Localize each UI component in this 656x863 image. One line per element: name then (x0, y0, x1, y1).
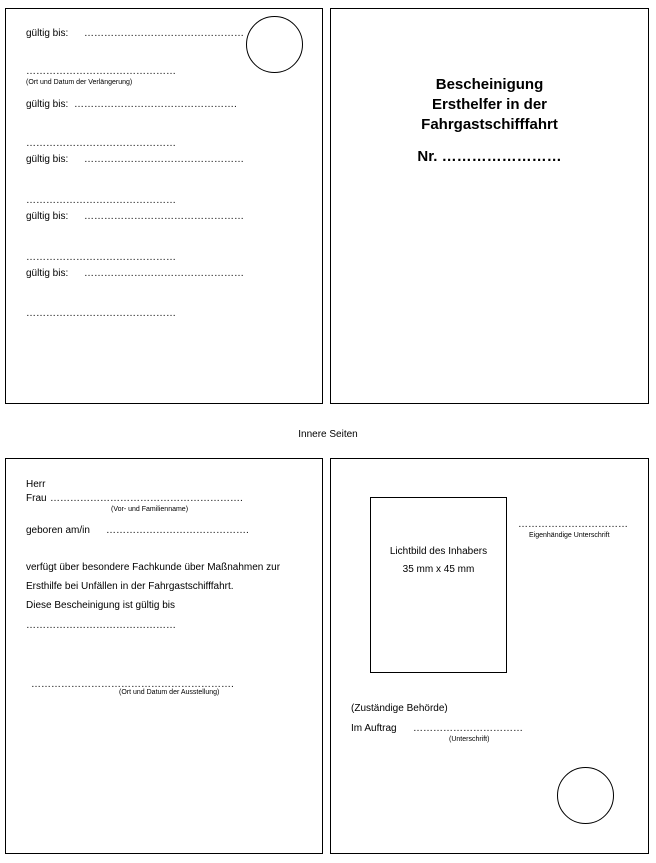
holder-signature-caption: Eigenhändige Unterschrift (529, 532, 610, 539)
birth-label: geboren am/in (26, 525, 90, 536)
valid-until-label-2: gültig bis: (26, 99, 69, 110)
salutation-herr: Herr (26, 479, 46, 490)
inner-left-page (5, 458, 323, 854)
place-date-dots-3: ……………………………………… (26, 195, 176, 206)
statement-line-2: Ersthilfe bei Unfällen in der Fahrgastschifffahrt. (26, 581, 234, 592)
statement-line-3: Diese Bescheinigung ist gültig bis (26, 600, 175, 611)
issue-place-date-caption: (Ort und Datum der Ausstellung) (119, 689, 220, 696)
outer-right-page (330, 8, 649, 404)
statement-line-1: verfügt über besondere Fachkunde über Maßnahmen zur (26, 562, 281, 573)
photo-size: 35 mm x 45 mm (402, 564, 475, 575)
outer-left-page (5, 8, 323, 404)
photo-label: Lichtbild des Inhabers (389, 546, 488, 557)
inner-pages-label: Innere Seiten (298, 429, 358, 440)
valid-until-dots-4: ………………………………………… (84, 211, 244, 222)
document-title-line3: Fahrgastschifffahrt (421, 116, 558, 133)
valid-until-label-1: gültig bis: (26, 28, 69, 39)
valid-until-dots-1: ………………………………………… (84, 28, 244, 39)
stamp-circle (246, 16, 303, 73)
valid-until-dots: ……………………………………… (26, 620, 176, 631)
valid-until-dots-3: ………………………………………… (84, 154, 244, 165)
photo-box (370, 497, 507, 673)
official-signature-caption: (Unterschrift) (449, 736, 490, 743)
place-date-caption: (Ort und Datum der Verlängerung) (26, 79, 133, 86)
salutation-frau: Frau (26, 493, 47, 504)
on-behalf-label: Im Auftrag (351, 723, 397, 734)
valid-until-dots-5: ………………………………………… (84, 268, 244, 279)
place-date-dots-5: ……………………………………… (26, 308, 176, 319)
issue-place-date-dots: ……………………………………………………. (31, 679, 234, 690)
document-number: Nr. …………………… (417, 148, 562, 165)
holder-signature-dots: …………………………… (518, 519, 628, 530)
valid-until-label-4: gültig bis: (26, 211, 69, 222)
document-title-line1: Bescheinigung (435, 76, 544, 93)
valid-until-dots-2: …………………………………………. (74, 99, 237, 110)
official-signature-dots: …………………………… (413, 723, 523, 734)
valid-until-label-3: gültig bis: (26, 154, 69, 165)
official-stamp-circle (557, 767, 614, 824)
birth-dots: ……………………………………. (106, 525, 249, 536)
inner-right-page (330, 458, 649, 854)
valid-until-label-5: gültig bis: (26, 268, 69, 279)
place-date-dots-2: ……………………………………… (26, 138, 176, 149)
name-dots: …………………………………………………. (50, 493, 243, 504)
authority-label: (Zuständige Behörde) (351, 703, 448, 714)
name-caption: (Vor- und Familienname) (111, 506, 189, 513)
place-date-dots-4: ……………………………………… (26, 252, 176, 263)
document-title-line2: Ersthelfer in der (431, 96, 548, 113)
place-date-dots: ……………………………………… (26, 66, 176, 77)
